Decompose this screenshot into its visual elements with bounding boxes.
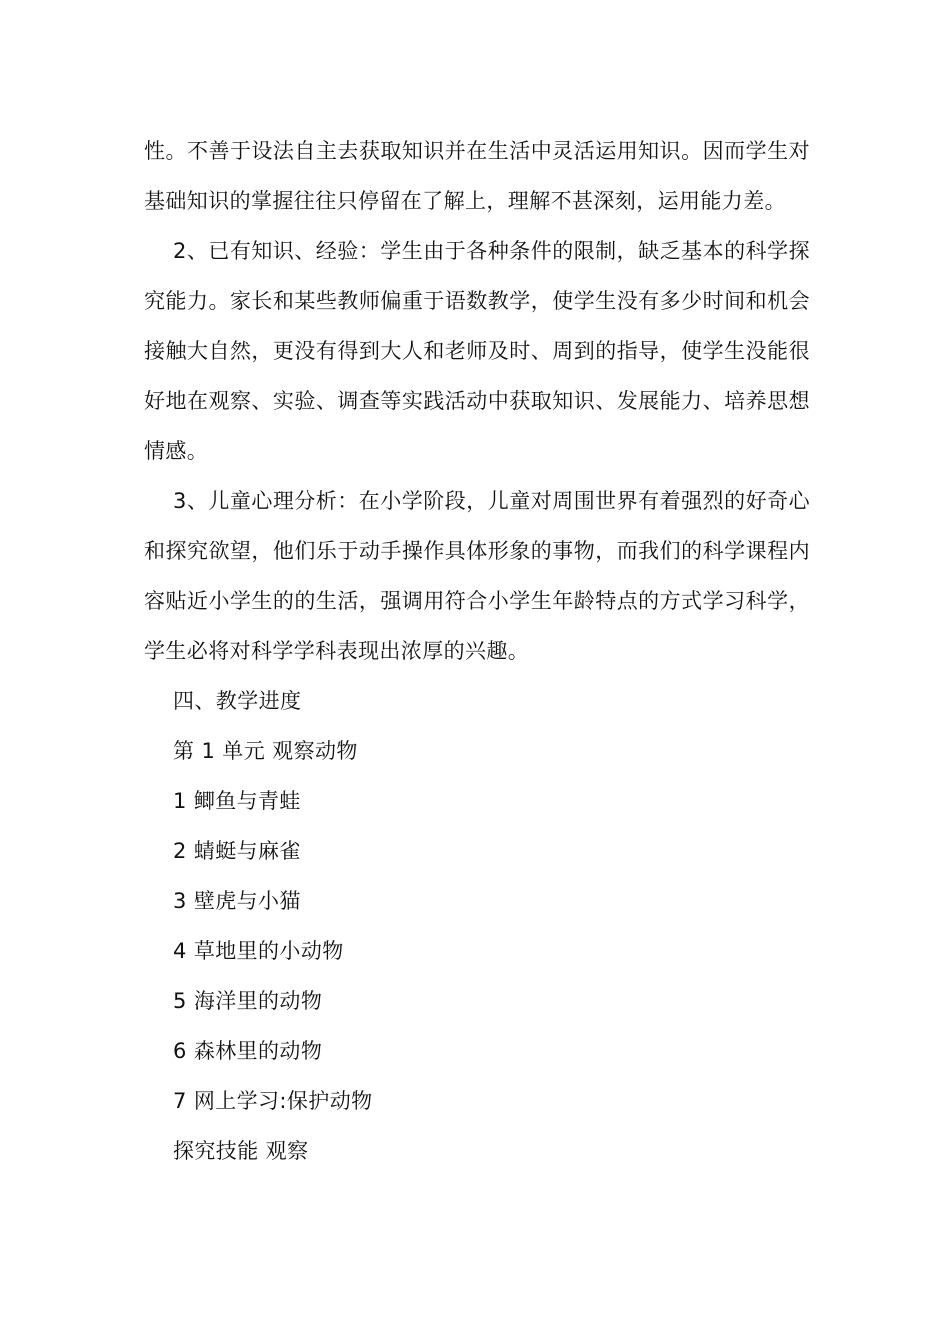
lesson-item: 1 鲫鱼与青蛙: [173, 789, 301, 813]
lesson-item: 7 网上学习:保护动物: [173, 1089, 373, 1113]
lesson-item: 5 海洋里的动物: [173, 989, 323, 1013]
unit-title: 第 1 单元 观察动物: [173, 739, 358, 763]
paragraph-child-psychology: 3、儿童心理分析：在小学阶段，儿童对周围世界有着强烈的好奇心和探究欲望，他们乐于动手操作具体形象的事物，而我们的科学课程内容贴近小学生的的生活，强调用符合小学生年龄特点的方式学习科学，学生必将对科学学科表现出浓厚的兴趣。: [144, 489, 810, 663]
document-body: [144, 126, 810, 1176]
lesson-item: 6 森林里的动物: [173, 1039, 323, 1063]
paragraph-continuation: 性。不善于设法自主去获取知识并在生活中灵活运用知识。因而学生对基础知识的掌握往往只停留在了解上，理解不甚深刻，运用能力差。: [144, 139, 810, 213]
lesson-item: 4 草地里的小动物: [173, 939, 344, 963]
lesson-item: 2 蜻蜓与麻雀: [173, 839, 301, 863]
section-heading: 四、教学进度: [173, 689, 302, 713]
lesson-item: 3 壁虎与小猫: [173, 889, 301, 913]
paragraph-prior-knowledge: 2、已有知识、经验：学生由于各种条件的限制，缺乏基本的科学探究能力。家长和某些教师偏重于语数教学，使学生没有多少时间和机会接触大自然，更没有得到大人和老师及时、周到的指导，使学生没能很好地在观察、实验、调查等实践活动中获取知识、发展能力、培养思想情感。: [144, 239, 810, 463]
skill-line: 探究技能 观察: [173, 1139, 309, 1163]
